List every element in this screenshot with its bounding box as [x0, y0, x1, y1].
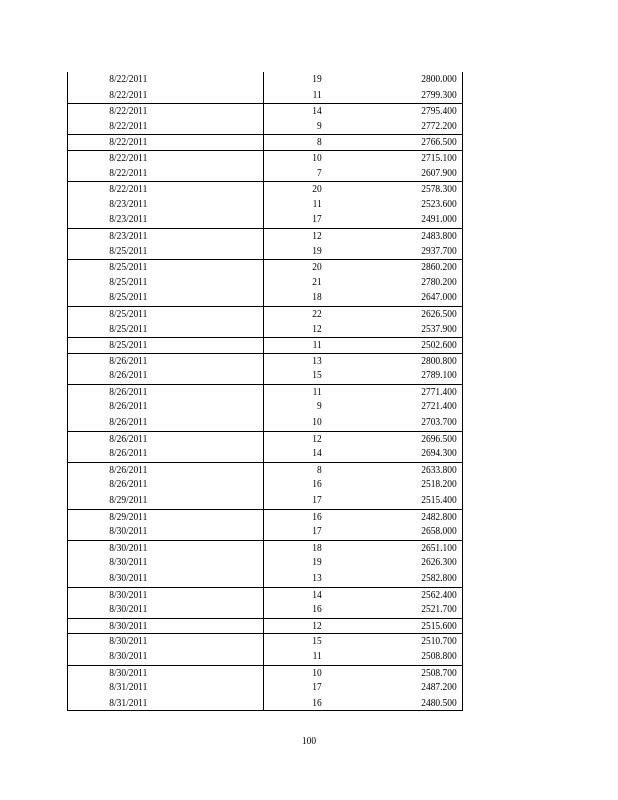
- table-row: [68, 181, 462, 197]
- value-cell: 2518.200: [421, 478, 457, 491]
- date-cell: 8/30/2011: [109, 525, 148, 538]
- date-cell: 8/22/2011: [109, 119, 148, 132]
- date-cell: 8/30/2011: [109, 666, 148, 679]
- table-row: [68, 337, 462, 353]
- value-cell: 2491.000: [421, 213, 457, 226]
- count-cell: 17: [312, 525, 322, 538]
- count-cell: 16: [312, 478, 322, 491]
- date-cell: 8/30/2011: [109, 541, 148, 554]
- date-cell: 8/26/2011: [109, 385, 148, 398]
- date-cell: 8/26/2011: [109, 354, 148, 367]
- value-cell: 2766.500: [421, 136, 457, 149]
- table-row: [68, 602, 462, 618]
- count-cell: 20: [312, 183, 322, 196]
- table-row: [68, 368, 462, 384]
- count-cell: 14: [312, 588, 322, 601]
- table-row: [68, 322, 462, 338]
- table-row: [68, 72, 462, 88]
- date-cell: 8/26/2011: [109, 400, 148, 413]
- date-cell: 8/29/2011: [109, 494, 148, 507]
- value-cell: 2523.600: [421, 197, 457, 210]
- value-cell: 2696.500: [421, 432, 457, 445]
- count-cell: 14: [312, 105, 322, 118]
- date-cell: 8/30/2011: [109, 619, 148, 632]
- count-cell: 11: [312, 197, 322, 210]
- value-cell: 2480.500: [421, 696, 457, 709]
- count-cell: 11: [312, 88, 322, 101]
- value-cell: 2780.200: [421, 275, 457, 288]
- count-cell: 17: [312, 213, 322, 226]
- count-cell: 13: [312, 354, 322, 367]
- table-row: [68, 212, 462, 228]
- date-cell: 8/22/2011: [109, 166, 148, 179]
- table-row: [68, 384, 462, 400]
- count-cell: 20: [312, 261, 322, 274]
- date-cell: 8/26/2011: [109, 463, 148, 476]
- date-cell: 8/26/2011: [109, 369, 148, 382]
- value-cell: 2771.400: [421, 385, 457, 398]
- table-row: [68, 680, 462, 696]
- count-cell: 9: [316, 400, 322, 413]
- count-cell: 16: [312, 696, 322, 709]
- table-row: [68, 509, 462, 525]
- date-cell: 8/26/2011: [109, 478, 148, 491]
- count-cell: 8: [316, 136, 322, 149]
- table-row: [68, 633, 462, 649]
- date-cell: 8/26/2011: [109, 416, 148, 429]
- date-cell: 8/25/2011: [109, 291, 148, 304]
- value-cell: 2626.500: [421, 307, 457, 320]
- date-cell: 8/23/2011: [109, 229, 148, 242]
- table-row: [68, 571, 462, 587]
- count-cell: 13: [312, 572, 322, 584]
- table-row: [68, 649, 462, 665]
- count-cell: 17: [312, 681, 322, 694]
- value-cell: 2508.700: [421, 666, 457, 679]
- value-cell: 2721.400: [421, 400, 457, 413]
- count-cell: 12: [312, 619, 322, 632]
- value-cell: 2860.200: [421, 261, 457, 274]
- value-cell: 2537.900: [421, 322, 457, 335]
- count-cell: 15: [312, 369, 322, 382]
- date-cell: 8/22/2011: [109, 88, 148, 101]
- count-cell: 10: [312, 416, 322, 429]
- value-cell: 2483.800: [421, 229, 457, 242]
- table-row: [68, 88, 462, 104]
- date-cell: 8/25/2011: [109, 275, 148, 288]
- table-row: [68, 665, 462, 681]
- table-row: [68, 290, 462, 306]
- count-cell: 18: [312, 291, 322, 304]
- data-table: [67, 72, 463, 711]
- table-row: [68, 103, 462, 119]
- value-cell: 2633.800: [421, 463, 457, 476]
- count-cell: 9: [316, 119, 322, 132]
- value-cell: 2795.400: [421, 105, 457, 118]
- count-cell: 8: [316, 463, 322, 476]
- date-cell: 8/22/2011: [109, 151, 148, 164]
- table-row: [68, 462, 462, 478]
- table-row: [68, 353, 462, 369]
- value-cell: 2647.000: [421, 291, 457, 304]
- count-cell: 22: [312, 307, 322, 320]
- count-cell: 12: [312, 322, 322, 335]
- value-cell: 2510.700: [421, 635, 457, 648]
- count-cell: 12: [312, 229, 322, 242]
- date-cell: 8/30/2011: [109, 588, 148, 601]
- value-cell: 2578.300: [421, 183, 457, 196]
- date-cell: 8/30/2011: [109, 556, 148, 569]
- count-cell: 17: [312, 494, 322, 507]
- page-number: 100: [301, 735, 317, 747]
- value-cell: 2502.600: [421, 339, 457, 352]
- table-row: [68, 524, 462, 540]
- table-row: [68, 555, 462, 571]
- value-cell: 2487.200: [421, 681, 457, 694]
- table-row: [68, 587, 462, 603]
- value-cell: 2715.100: [421, 151, 457, 164]
- value-cell: 2521.700: [421, 603, 457, 616]
- date-cell: 8/23/2011: [109, 197, 148, 210]
- value-cell: 2703.700: [421, 416, 457, 429]
- count-cell: 11: [312, 649, 322, 662]
- table-row: [68, 197, 462, 213]
- count-cell: 16: [312, 510, 322, 523]
- date-cell: 8/25/2011: [109, 307, 148, 320]
- count-cell: 16: [312, 603, 322, 616]
- date-cell: 8/30/2011: [109, 603, 148, 616]
- count-cell: 7: [316, 166, 322, 179]
- date-cell: 8/22/2011: [109, 136, 148, 149]
- value-cell: 2772.200: [421, 119, 457, 132]
- value-cell: 2789.100: [421, 369, 457, 382]
- value-cell: 2482.800: [421, 510, 457, 523]
- count-cell: 19: [312, 244, 322, 257]
- table-row: [68, 696, 462, 712]
- value-cell: 2800.800: [421, 354, 457, 367]
- table-row: [68, 134, 462, 150]
- value-cell: 2607.900: [421, 166, 457, 179]
- date-cell: 8/30/2011: [109, 635, 148, 648]
- count-cell: 19: [312, 556, 322, 569]
- value-cell: 2562.400: [421, 588, 457, 601]
- date-cell: 8/22/2011: [109, 73, 148, 85]
- table-row: [68, 228, 462, 244]
- table-row: [68, 306, 462, 322]
- value-cell: 2799.300: [421, 88, 457, 101]
- date-cell: 8/29/2011: [109, 510, 148, 523]
- value-cell: 2651.100: [421, 541, 457, 554]
- value-cell: 2515.400: [421, 494, 457, 507]
- table-row: [68, 493, 462, 509]
- date-cell: 8/31/2011: [109, 696, 148, 709]
- table-row: [68, 259, 462, 275]
- value-cell: 2508.800: [421, 649, 457, 662]
- date-cell: 8/25/2011: [109, 261, 148, 274]
- count-cell: 15: [312, 635, 322, 648]
- date-cell: 8/25/2011: [109, 244, 148, 257]
- date-cell: 8/25/2011: [109, 339, 148, 352]
- count-cell: 10: [312, 666, 322, 679]
- table-row: [68, 275, 462, 291]
- value-cell: 2626.300: [421, 556, 457, 569]
- table-row: [68, 150, 462, 166]
- date-cell: 8/26/2011: [109, 432, 148, 445]
- count-cell: 21: [312, 275, 322, 288]
- date-cell: 8/23/2011: [109, 213, 148, 226]
- date-cell: 8/25/2011: [109, 322, 148, 335]
- count-cell: 10: [312, 151, 322, 164]
- count-cell: 18: [312, 541, 322, 554]
- table-row: [68, 431, 462, 447]
- value-cell: 2515.600: [421, 619, 457, 632]
- count-cell: 11: [312, 339, 322, 352]
- date-cell: 8/22/2011: [109, 183, 148, 196]
- table-row: [68, 618, 462, 634]
- count-cell: 11: [312, 385, 322, 398]
- value-cell: 2800.000: [421, 73, 457, 85]
- value-cell: 2658.000: [421, 525, 457, 538]
- count-cell: 12: [312, 432, 322, 445]
- count-cell: 14: [312, 447, 322, 460]
- table-row: [68, 166, 462, 182]
- table-row: [68, 399, 462, 415]
- table-row: [68, 119, 462, 135]
- table-row: [68, 540, 462, 556]
- date-cell: 8/30/2011: [109, 649, 148, 662]
- date-cell: 8/31/2011: [109, 681, 148, 694]
- date-cell: 8/26/2011: [109, 447, 148, 460]
- date-cell: 8/30/2011: [109, 572, 148, 584]
- value-cell: 2694.300: [421, 447, 457, 460]
- table-row: [68, 244, 462, 260]
- value-cell: 2582.800: [421, 572, 457, 584]
- count-cell: 19: [312, 73, 322, 85]
- value-cell: 2937.700: [421, 244, 457, 257]
- table-row: [68, 446, 462, 462]
- table-row: [68, 477, 462, 493]
- date-cell: 8/22/2011: [109, 105, 148, 118]
- table-row: [68, 415, 462, 431]
